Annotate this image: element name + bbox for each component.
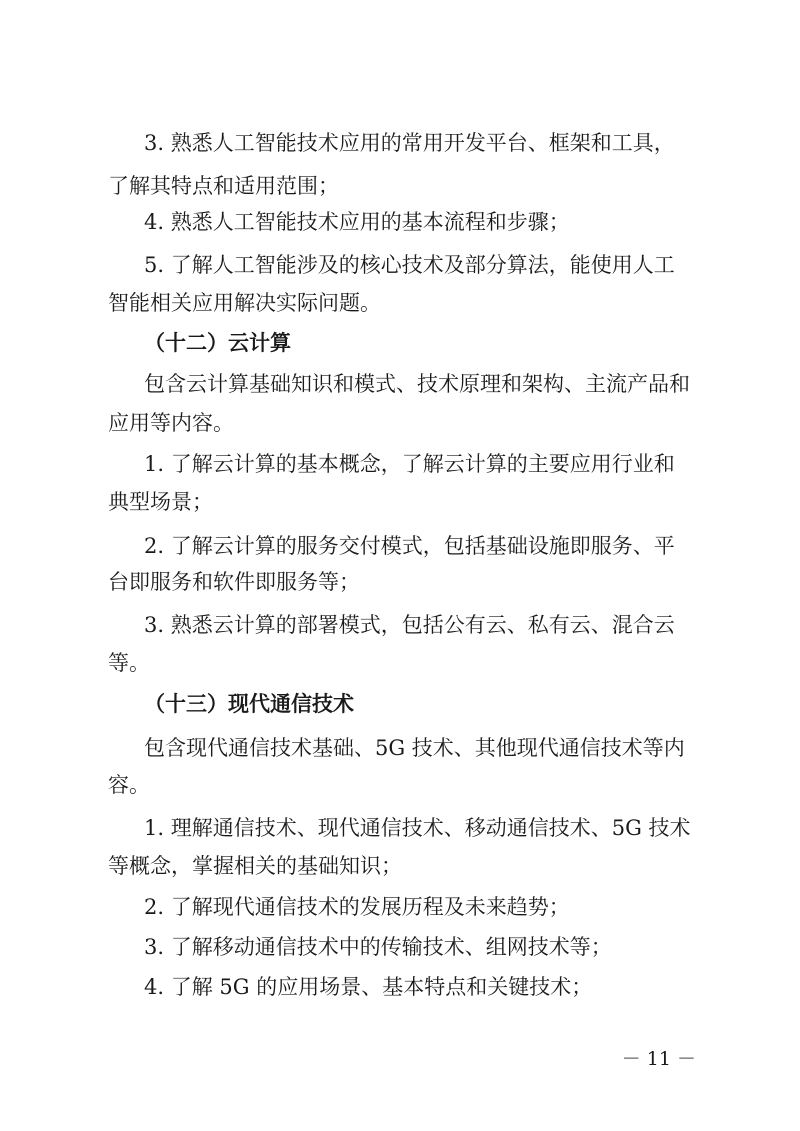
list-item-ai-4: 4. 熟悉人工智能技术应用的基本流程和步骤； bbox=[144, 210, 570, 234]
list-item-cloud-1: 1. 了解云计算的基本概念，了解云计算的主要应用行业和 bbox=[144, 452, 675, 476]
list-item-ai-3-cont: 了解其特点和适用范围； bbox=[108, 174, 339, 198]
list-item-telecom-4: 4. 了解 5G 的应用场景、基本特点和关键技术； bbox=[144, 975, 593, 999]
section-heading-cloud: （十二）云计算 bbox=[144, 331, 291, 355]
page-number: － 11 － bbox=[621, 1048, 696, 1070]
list-item-ai-3: 3. 熟悉人工智能技术应用的常用开发平台、框架和工具， bbox=[144, 131, 675, 155]
list-item-telecom-3: 3. 了解移动通信技术中的传输技术、组网技术等； bbox=[144, 935, 612, 959]
list-item-telecom-1-cont: 等概念，掌握相关的基础知识； bbox=[108, 854, 402, 878]
list-item-cloud-2: 2. 了解云计算的服务交付模式，包括基础设施即服务、平 bbox=[144, 534, 675, 558]
paragraph-cloud-intro-cont: 应用等内容。 bbox=[108, 411, 234, 435]
list-item-cloud-3: 3. 熟悉云计算的部署模式，包括公有云、私有云、混合云 bbox=[144, 613, 675, 637]
section-heading-telecom: （十三）现代通信技术 bbox=[144, 692, 354, 716]
paragraph-telecom-intro: 包含现代通信技术基础、5G 技术、其他现代通信技术等内 bbox=[144, 736, 685, 760]
list-item-cloud-2-cont: 台即服务和软件即服务等； bbox=[108, 570, 360, 594]
list-item-ai-5: 5. 了解人工智能涉及的核心技术及部分算法，能使用人工 bbox=[144, 253, 675, 277]
list-item-telecom-2: 2. 了解现代通信技术的发展历程及未来趋势； bbox=[144, 895, 570, 919]
paragraph-telecom-intro-cont: 容。 bbox=[108, 773, 150, 797]
list-item-cloud-3-cont: 等。 bbox=[108, 651, 150, 675]
list-item-cloud-1-cont: 典型场景； bbox=[108, 490, 213, 514]
list-item-telecom-1: 1. 理解通信技术、现代通信技术、移动通信技术、5G 技术 bbox=[144, 816, 691, 840]
paragraph-cloud-intro: 包含云计算基础知识和模式、技术原理和架构、主流产品和 bbox=[144, 372, 690, 396]
list-item-ai-5-cont: 智能相关应用解决实际问题。 bbox=[108, 291, 381, 315]
